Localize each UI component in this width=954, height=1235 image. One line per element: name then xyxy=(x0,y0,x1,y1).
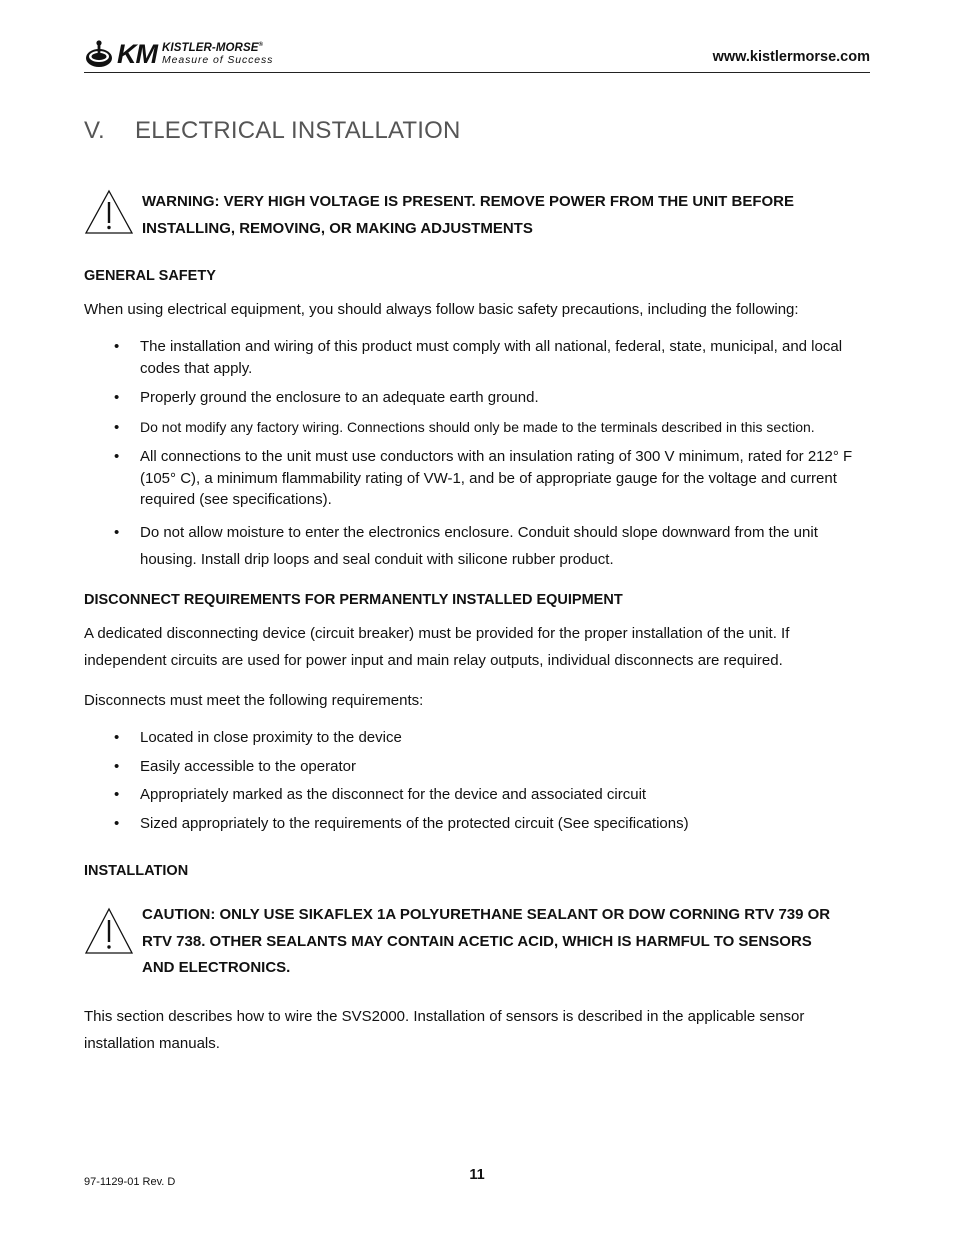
logo-tagline: Measure of Success xyxy=(162,54,274,67)
list-item: • The installation and wiring of this product must comply with all national, federal, state, municipal, and local codes that apply. xyxy=(84,336,874,379)
list-item: • All connections to the unit must use conductors with an insulation rating of 300 V minimum, rated for 212° F (105° C), a minimum flammability rating of VW-1, and be of appropriate gauge for the voltage and current required (see specifications). xyxy=(84,446,874,511)
caution-text: CAUTION: ONLY USE SIKAFLEX 1A POLYURETHANE SEALANT OR DOW CORNING RTV 739 OR RTV 738. OTHER SEALANTS MAY CONTAIN ACETIC ACID, WHICH IS HARMFUL TO SENSORS AND ELECTRONICS. xyxy=(142,906,831,976)
sealant-caution xyxy=(84,902,870,984)
general-safety-heading: GENERAL SAFETY xyxy=(84,268,216,284)
disconnect-paragraph: A dedicated disconnecting device (circuit breaker) must be provided for the proper installation of the unit. If independent circuits are used for power input and main relay outputs, individual disconnects are required. xyxy=(84,625,790,669)
caution-triangle-icon xyxy=(84,907,134,957)
list-item: • Located in close proximity to the device xyxy=(84,727,874,749)
logo-initials: KM xyxy=(117,38,157,69)
list-item: • Do not allow moisture to enter the electronics enclosure. Conduit should slope downward from the unit housing. Install drip loops and seal conduit with silicone rubber product. xyxy=(84,519,874,573)
document-number: 97-1129-01 Rev. D xyxy=(84,1176,176,1188)
list-item: • Properly ground the enclosure to an adequate earth ground. xyxy=(84,387,874,409)
warning-text: WARNING: VERY HIGH VOLTAGE IS PRESENT. REMOVE POWER FROM THE UNIT BEFORE INSTALLING, REMOVING, OR MAKING ADJUSTMENTS xyxy=(142,193,794,237)
installation-paragraph: This section describes how to wire the SVS2000. Installation of sensors is described in the applicable sensor installation manuals. xyxy=(84,1008,805,1052)
disconnect-heading: DISCONNECT REQUIREMENTS FOR PERMANENTLY INSTALLED EQUIPMENT xyxy=(84,592,623,608)
list-item: • Easily accessible to the operator xyxy=(84,756,874,778)
logo-brand-name: KISTLER-MORSE® xyxy=(162,41,264,54)
list-item: • Appropriately marked as the disconnect for the device and associated circuit xyxy=(84,784,874,806)
logo-wordmark xyxy=(162,42,273,66)
load-cell-logo-icon xyxy=(84,39,114,69)
voltage-warning xyxy=(84,189,870,249)
warning-triangle-icon xyxy=(84,189,134,235)
list-item: • Sized appropriately to the requirements of the protected circuit (See specifications) xyxy=(84,813,874,835)
installation-heading: INSTALLATION xyxy=(84,863,189,879)
section-title xyxy=(84,117,461,145)
page-number: 11 xyxy=(469,1167,485,1183)
page-header xyxy=(84,36,870,73)
list-item: • Do not modify any factory wiring. Connections should only be made to the terminals described in this section. xyxy=(84,417,874,439)
disconnect-requirements-intro: Disconnects must meet the following requirements: xyxy=(84,692,424,709)
website-url: www.kistlermorse.com xyxy=(712,49,870,65)
safety-list xyxy=(84,336,874,573)
company-logo xyxy=(84,38,273,70)
general-safety-intro: When using electrical equipment, you should always follow basic safety precautions, including the following: xyxy=(84,301,799,318)
section-title-text: ELECTRICAL INSTALLATION xyxy=(135,117,461,144)
disconnect-list xyxy=(84,727,874,834)
section-number: V. xyxy=(84,117,105,144)
